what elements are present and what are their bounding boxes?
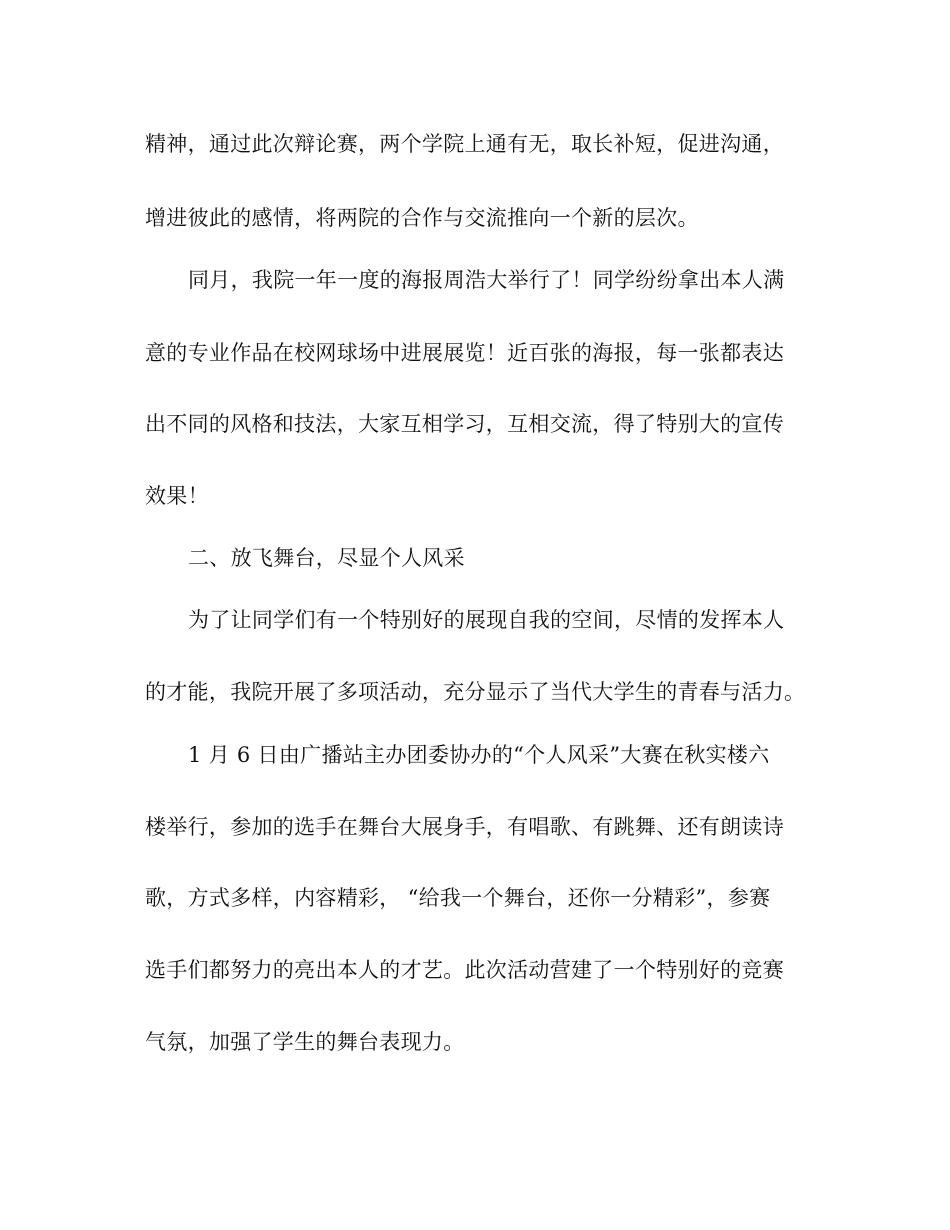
paragraph-line: 同月，我院一年一度的海报周浩大举行了！同学纷纷拿出本人满 [188,268,785,292]
paragraph-line: 气氛，加强了学生的舞台表现力。 [145,1030,465,1054]
paragraph-line: 为了让同学们有一个特别好的展现自我的空间，尽情的发挥本人 [188,608,785,632]
paragraph-line: 1 月 6 日由广播站主办团委协办的“个人风采”大赛在秋实楼六 [188,743,770,767]
section-heading: 二、放飞舞台，尽显个人风采 [188,546,465,570]
paragraph-line: 精神，通过此次辩论赛，两个学院上通有无，取长补短，促进沟通， [145,132,784,156]
paragraph-line: 效果！ [145,484,209,508]
paragraph-line: 的才能，我院开展了多项活动，充分显示了当代大学生的青春与活力。 [145,680,806,704]
paragraph-line: 歌，方式多样，内容精彩， “给我一个舞台，还你一分精彩”，参赛 [145,886,771,910]
paragraph-line: 意的专业作品在校网球场中进展展览！近百张的海报，每一张都表达 [145,341,784,365]
paragraph-line: 楼举行，参加的选手在舞台大展身手，有唱歌、有跳舞、还有朗读诗 [145,815,784,839]
paragraph-line: 出不同的风格和技法，大家互相学习，互相交流，得了特别大的宣传 [145,412,784,436]
paragraph-line: 增进彼此的感情，将两院的合作与交流推向一个新的层次。 [145,206,699,230]
paragraph-line: 选手们都努力的亮出本人的才艺。此次活动营建了一个特别好的竞赛 [145,958,784,982]
